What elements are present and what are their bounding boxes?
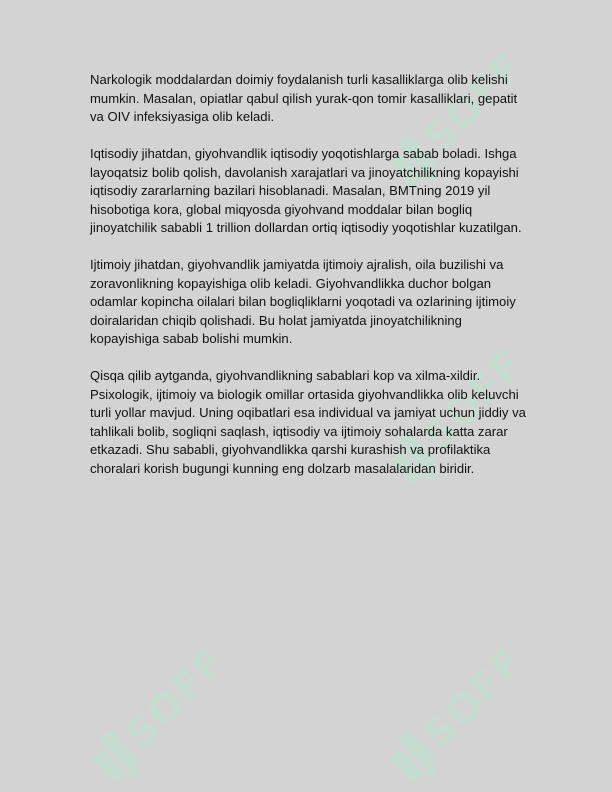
soff-watermark bbox=[376, 636, 546, 786]
watermark-text: SOFF bbox=[414, 341, 533, 460]
watermark-text: SOFF bbox=[414, 639, 533, 758]
watermark-text: SOFF bbox=[116, 639, 235, 758]
paragraph-health-consequences: Narkologik moddalardan doimiy foydalanish turli kasalliklarga olib kelishi mumkin. Masalan, opiatlar qabul qilish yurak-qon tomir kasalliklari, gepatit va OIV infeksiyasiga olib keladi. bbox=[90, 72, 518, 124]
document-body bbox=[90, 71, 526, 497]
paragraph-economic-impact: Iqtisodiy jihatdan, giyohvandlik iqtisodiy yoqotishlarga sabab boladi. Ishga layoqatsiz bolib qolish, davolanish xarajatlari va jinoyatchilikning kopayishi iqtisodiy zararlarning bazilari hisoblanadi. Masalan, BMTning 2019 yil hisobotiga kora, global miqyosda giyohvand moddalar bilan bogliq jinoyatchilik sababli 1 trillion dollardan ortiq iqtisodiy yoqotishlar kuzatilgan. bbox=[90, 146, 522, 235]
soff-logo-icon bbox=[376, 636, 546, 786]
paragraph-conclusion: Qisqa qilib aytganda, giyohvandlikning sabablari kop va xilma-xildir. Psixologik, ijtimoiy va biologik omillar ortasida giyohvandlikka olib keluvchi turli yollar mavjud. Uning oqibatlari esa individual va jamiyat uchun jiddiy va tahlikali bolib, sogliqni saqlash, iqtisodiy va ijtimoiy sohalarda katta zarar etkazadi. Shu sababli, giyohvandlikka qarshi kurashish va profilaktika choralari korish bugungi kunning eng dolzarb masalalaridan biridir. bbox=[90, 368, 526, 476]
watermark-text: SOFF bbox=[414, 43, 533, 162]
soff-watermark bbox=[78, 636, 248, 786]
paragraph-social-impact: Ijtimoiy jihatdan, giyohvandlik jamiyatda ijtimoiy ajralish, oila buzilishi va zoravonlikning kopayishiga olib keladi. Giyohvandlikka duchor bolgan odamlar kopincha oilalari bilan bogliqliklarni yoqotadi va ozlarining ijtimoiy doiralaridan chiqib qolishadi. Bu holat jamiyatda jinoyatchilikning kopayishiga sabab bolishi mumkin. bbox=[90, 257, 516, 346]
soff-logo-icon bbox=[78, 636, 248, 786]
